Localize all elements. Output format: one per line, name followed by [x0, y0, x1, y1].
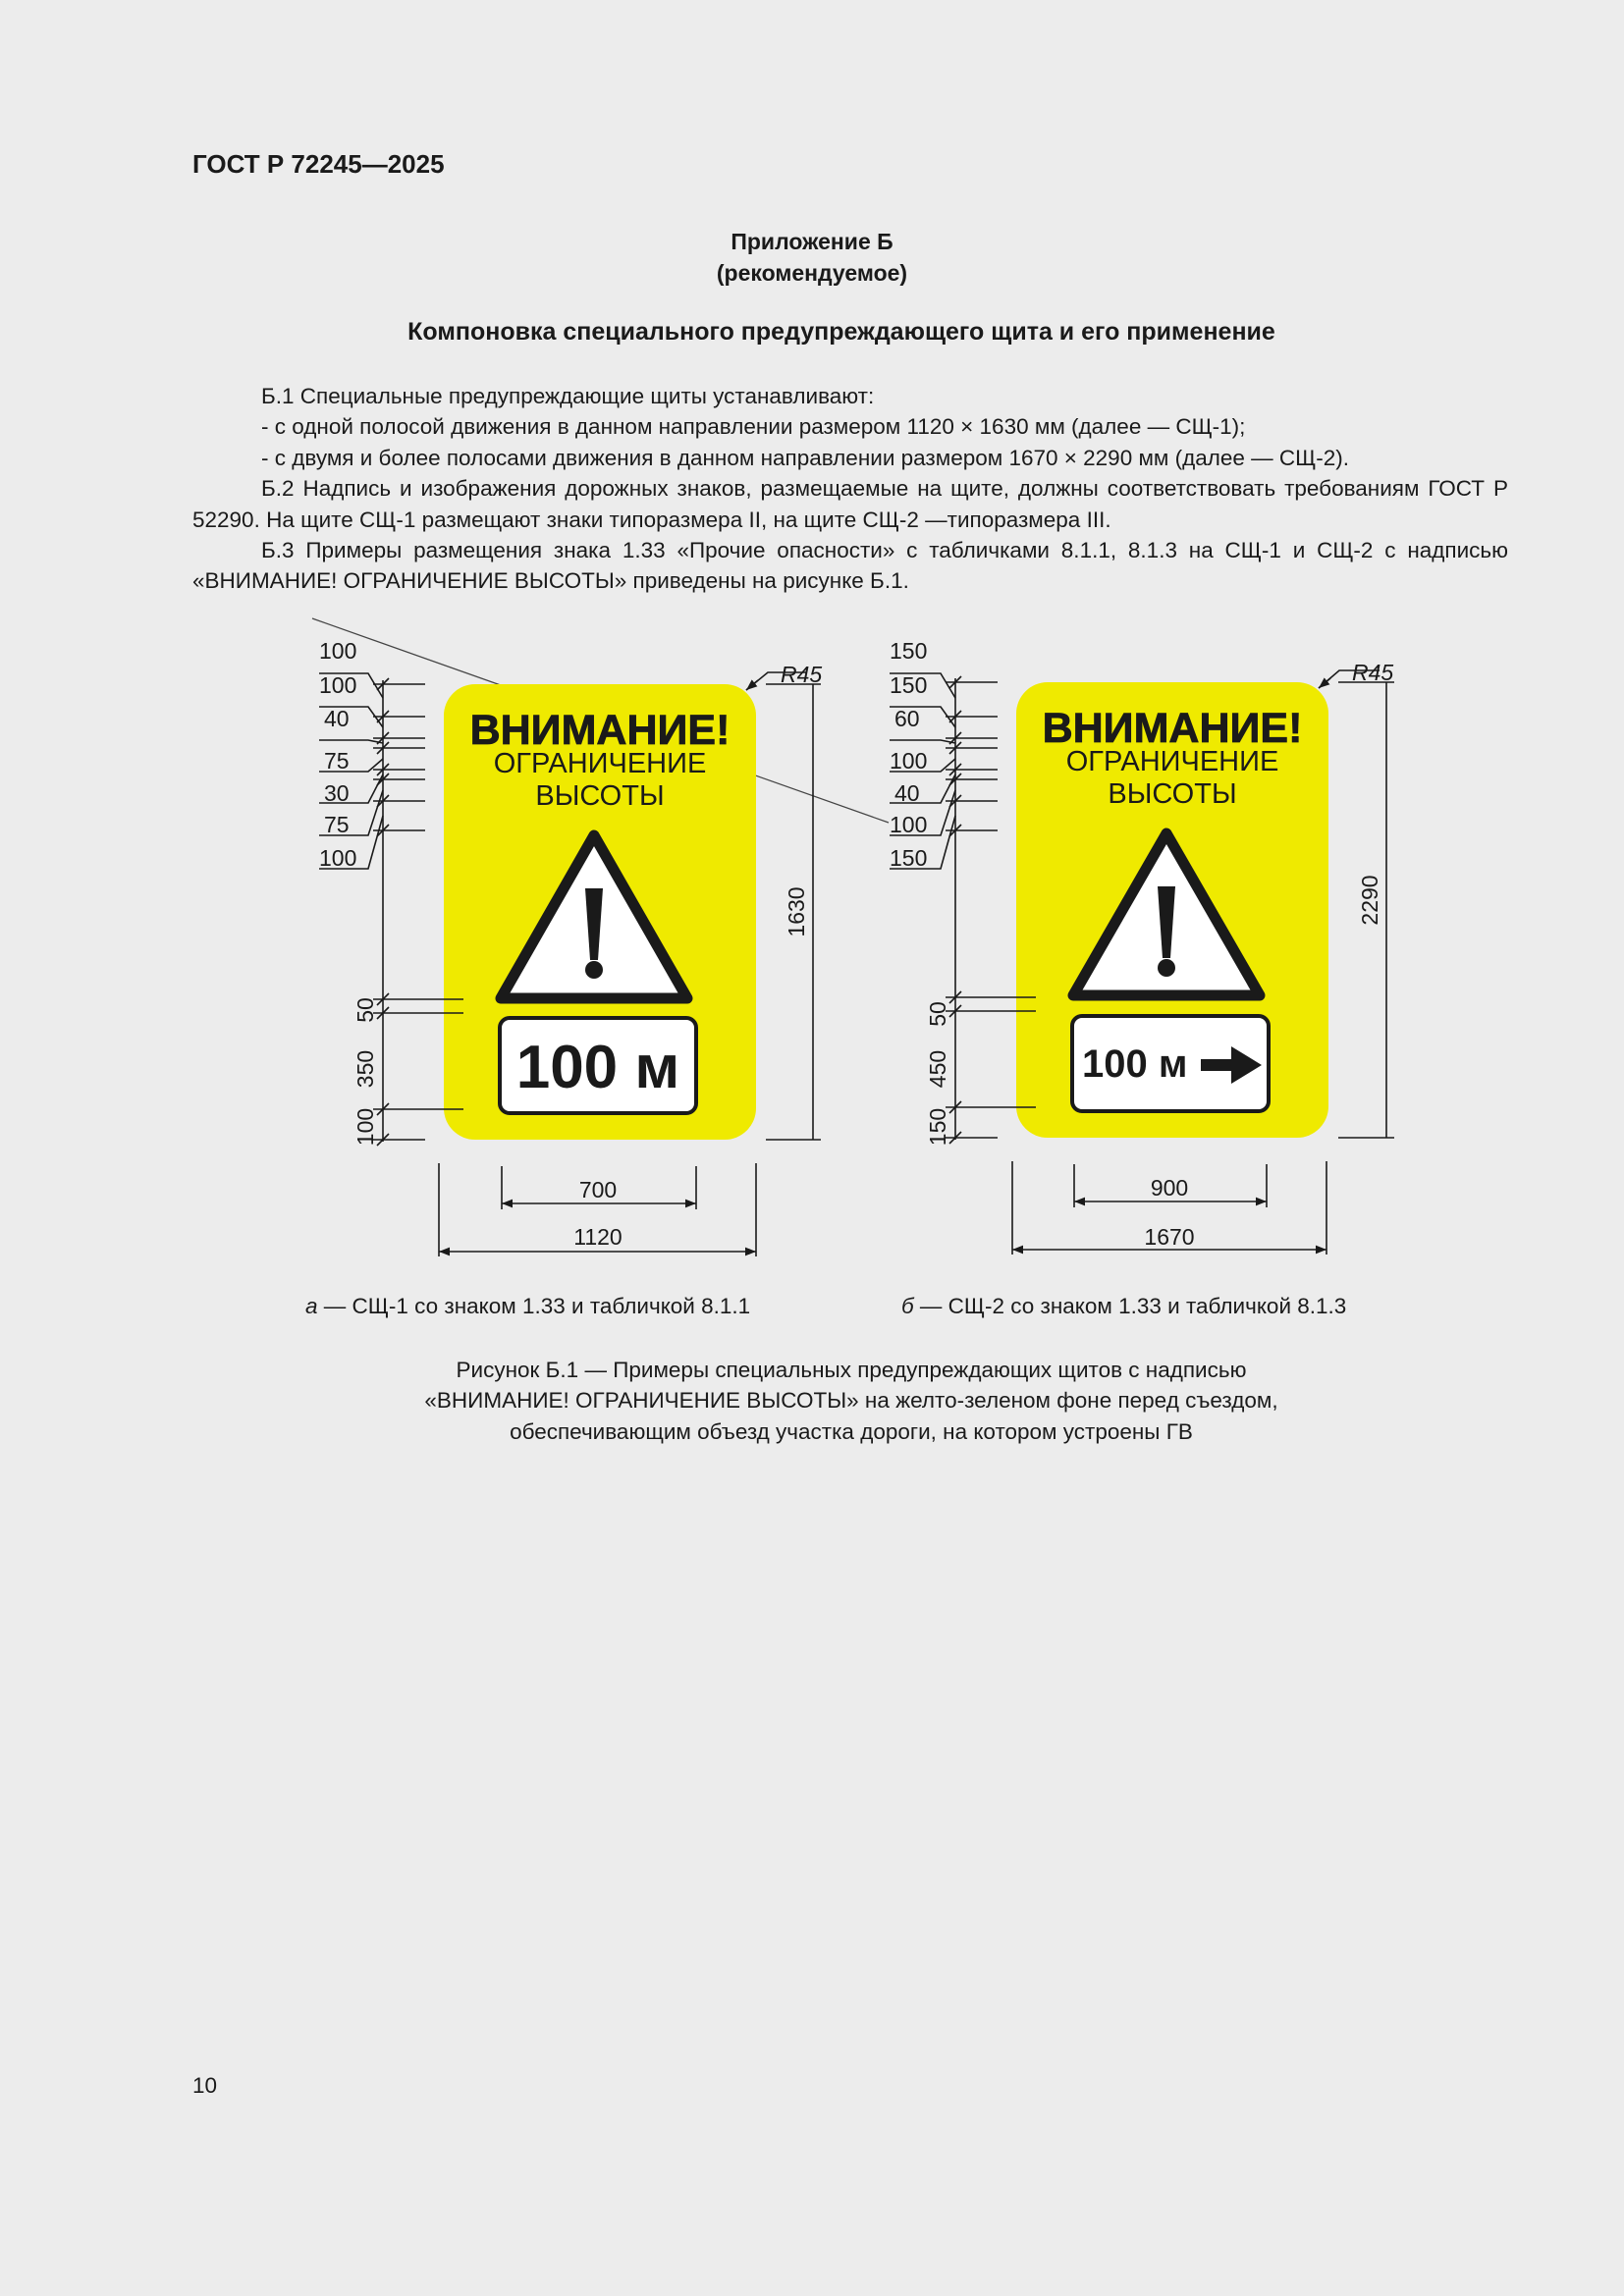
subcaption-a-letter: а: [305, 1294, 318, 1318]
appendix-title: Приложение Б: [731, 229, 893, 254]
sign-a-height: 1630: [784, 886, 809, 937]
sign-b-top-dim-5: 40: [894, 780, 920, 806]
sign-a-top-dim-1: 100: [319, 638, 357, 664]
paragraph-b1: Б.1 Специальные предупреждающие щиты устанавливают:: [261, 384, 875, 408]
paragraph-b3: Б.3 Примеры размещения знака 1.33 «Прочие опасности» с табличками 8.1.1, 8.1.3 на СЩ-1 и СЩ-2 с надписью «ВНИМАНИЕ! ОГРАНИЧЕНИЕ ВЫСОТЫ» приведены на рисунке Б.1.: [192, 538, 1508, 594]
sign-b-top-dim-6: 100: [890, 812, 928, 837]
sign-b-bottom-dim-3: 150: [925, 1107, 950, 1147]
paragraph-b2: Б.2 Надпись и изображения дорожных знаков, размещаемые на щите, должны соответствовать требованиям ГОСТ Р 52290. На щите СЩ-1 размещают знаки типоразмера II, на щите СЩ-2 —типоразмера III.: [192, 476, 1508, 532]
figure-caption: [0, 1355, 1624, 1447]
sign-b-height: 2290: [1357, 875, 1382, 926]
page-number: 10: [192, 2073, 218, 2098]
sign-b-bottom-dim-1: 50: [925, 1001, 950, 1027]
sign-a-top-dim-5: 30: [324, 780, 350, 806]
sign-b-top-dim-2: 150: [890, 672, 928, 698]
sign-b: [1016, 682, 1328, 1138]
subcaption-a: [305, 1294, 750, 1319]
paragraph-b1-item2: - с двумя и более полосами движения в данном направлении размером 1670 × 2290 мм (далее — СЩ-2).: [261, 445, 1350, 470]
appendix-status: (рекомендуемое): [716, 260, 908, 286]
sign-a: [444, 684, 756, 1140]
figure-caption-line1: Рисунок Б.1 — Примеры специальных предупреждающих щитов с надписью: [456, 1358, 1247, 1382]
subcaption-a-text: — СЩ-1 со знаком 1.33 и табличкой 8.1.1: [317, 1294, 751, 1318]
sign-b-top-dim-1: 150: [890, 638, 928, 664]
sign-b-line3: ВЫСОТЫ: [1108, 778, 1237, 810]
sign-b-inner-width: 900: [1150, 1175, 1189, 1201]
sign-a-outer-width: 1120: [573, 1224, 623, 1250]
sign-a-top-dim-6: 75: [324, 812, 350, 837]
sign-b-bottom-dim-2: 450: [925, 1049, 950, 1089]
paragraph-b1-item1: - с одной полосой движения в данном направлении размером 1120 × 1630 мм (далее — СЩ-1);: [261, 414, 1246, 440]
sign-b-top-dim-3: 60: [894, 706, 920, 731]
sign-a-top-dim-4: 75: [324, 748, 350, 774]
sign-a-plate-text: 100 м: [515, 1034, 680, 1101]
sign-a-top-dim-3: 40: [324, 706, 350, 731]
sign-b-top-dim-7: 150: [890, 845, 928, 871]
figure-caption-line2: «ВНИМАНИЕ! ОГРАНИЧЕНИЕ ВЫСОТЫ» на желто-зеленом фоне перед съездом,: [424, 1388, 1278, 1414]
subcaption-b-letter: б: [901, 1294, 914, 1318]
subcaption-b-text: — СЩ-2 со знаком 1.33 и табличкой 8.1.3: [913, 1294, 1347, 1318]
sign-b-line1: ВНИМАНИЕ!: [1042, 705, 1303, 752]
sign-a-bottom-dim-1: 50: [352, 997, 378, 1023]
sign-a-line3: ВЫСОТЫ: [535, 780, 665, 812]
sign-a-inner-width: 700: [578, 1177, 618, 1202]
sign-a-top-dim-2: 100: [319, 672, 357, 698]
subcaption-b: [901, 1294, 1346, 1319]
sign-a-line1: ВНИМАНИЕ!: [469, 707, 731, 754]
sign-a-bottom-dim-3: 100: [352, 1107, 378, 1147]
sign-b-outer-width: 1670: [1144, 1224, 1195, 1250]
sign-b-top-dim-4: 100: [890, 748, 928, 774]
sign-a-line2: ОГРАНИЧЕНИЕ: [493, 748, 707, 779]
sign-b-line2: ОГРАНИЧЕНИЕ: [1065, 746, 1279, 777]
sign-a-bottom-dim-2: 350: [352, 1049, 378, 1089]
sign-b-plate-text: 100 м: [1082, 1042, 1188, 1086]
document-id: ГОСТ Р 72245—2025: [192, 149, 445, 179]
figure-caption-line3: обеспечивающим объезд участка дороги, на котором устроены ГВ: [510, 1418, 1193, 1444]
section-title: Компоновка специального предупреждающего щита и его применение: [407, 318, 1275, 346]
sign-a-top-dim-7: 100: [319, 845, 357, 871]
sign-a-radius: R45: [781, 662, 823, 687]
sign-b-radius: R45: [1352, 660, 1394, 685]
